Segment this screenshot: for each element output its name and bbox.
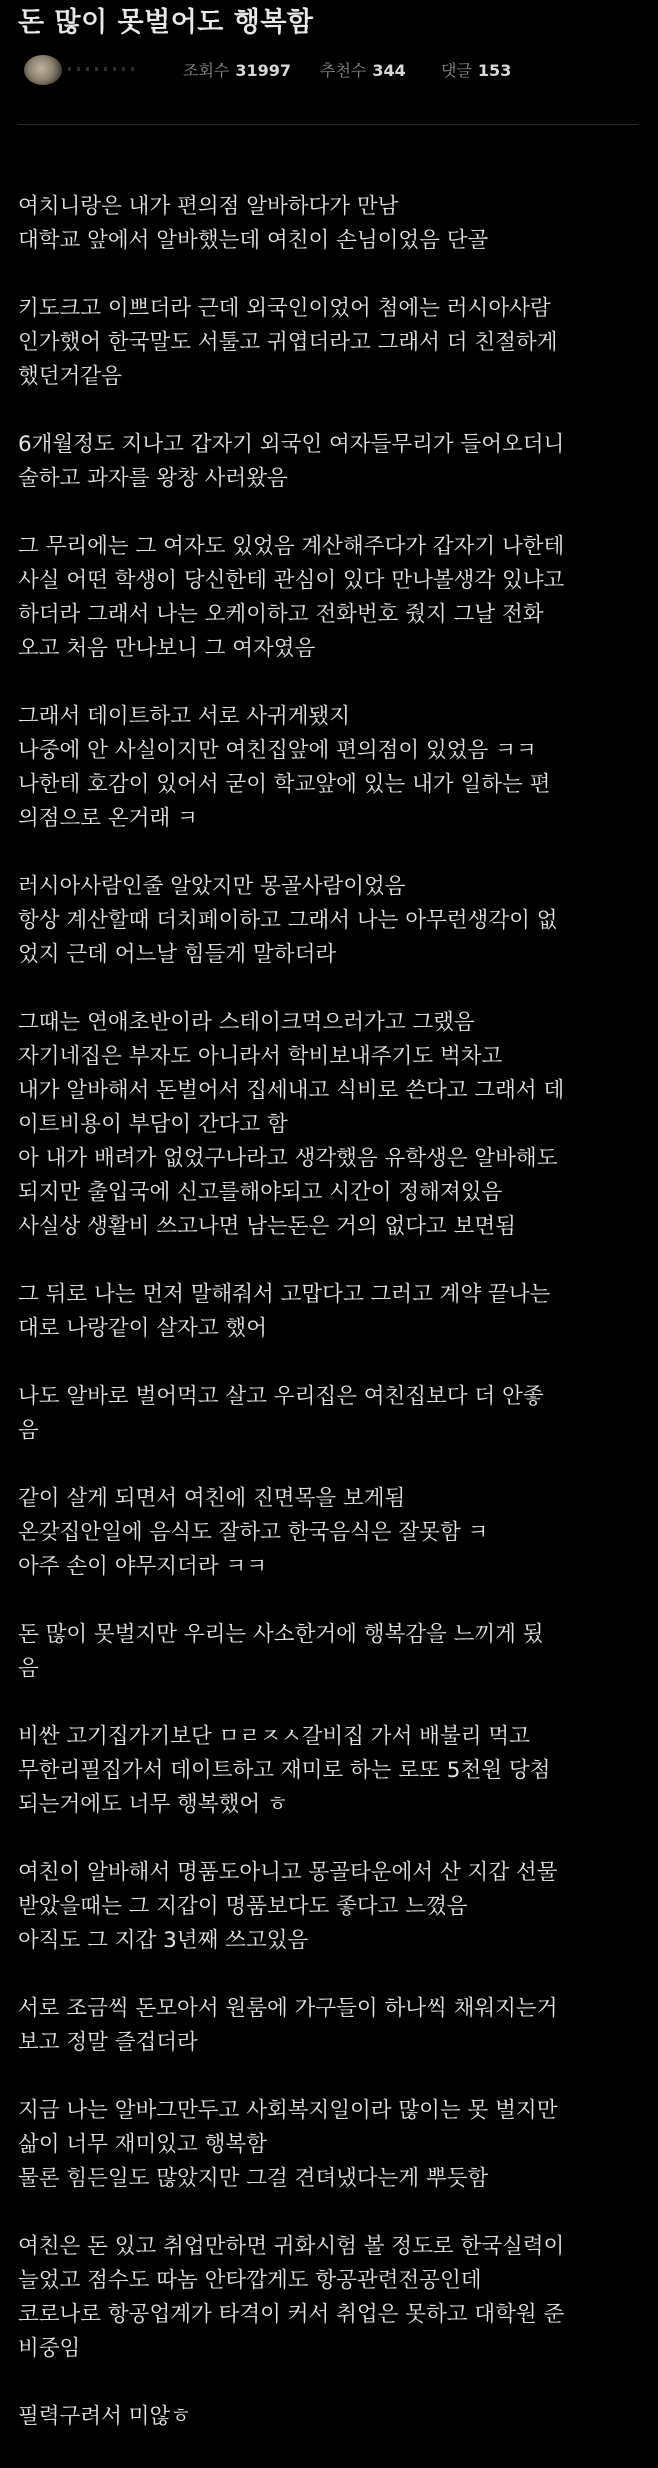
comments-label: 댓글 [441,61,472,80]
post-text-line: 삶이 너무 재미있고 행복함 [18,2132,267,2157]
post-text-line: 사실상 생활비 쓰고나면 남는돈은 거의 없다고 보면됨 [18,1214,516,1239]
post-text-line: 지금 나는 알바그만두고 사회복지일이라 많이는 못 벌지만 [18,2098,558,2123]
header-divider [18,124,638,125]
post-text-line: 그 뒤로 나는 먼저 말해줘서 고맙다고 그러고 계약 끝나는 [18,1282,551,1307]
post-paragraph [18,1278,643,1346]
post-text-line: 아주 손이 야무지더라 ㅋㅋ [18,1554,267,1579]
post-title: 돈 많이 못벌어도 행복함 [18,7,314,38]
post-text-line: 그래서 데이트하고 서로 사귀게됐지 [18,704,351,729]
post-text-line: 늘었고 점수도 따놈 안타깝게도 항공관련전공인데 [18,2268,482,2293]
post-text-line: 무한리필집가서 데이트하고 재미로 하는 로또 5천원 당첨 [18,1758,551,1783]
post-text-line: 비중임 [18,2336,81,2361]
post-paragraph [18,1006,643,1244]
post-text-line: 음 [18,1656,39,1681]
comments-stat[interactable] [441,58,511,81]
post-text-line: 술하고 과자를 왕창 사러왔음 [18,466,288,491]
author-avatar[interactable] [24,55,62,85]
post-paragraph [18,1482,643,1584]
views-stat [183,58,291,81]
post-paragraph [18,428,643,496]
post-text-line: 그 무리에는 그 여자도 있었음 계산해주다가 갑자기 나한테 [18,534,565,559]
post-text-line: 보고 정말 즐겁더라 [18,2030,198,2055]
post-paragraph [18,1720,643,1822]
post-paragraph [18,530,643,666]
post-paragraph [18,870,643,972]
post-text-line: 나중에 안 사실이지만 여친집앞에 편의점이 있었음 ㅋㅋ [18,738,537,763]
post-text-line: 했던거같음 [18,364,122,389]
post-text-line: 음 [18,1418,39,1443]
post-text-line: 필력구려서 미않ㅎ [18,2404,191,2429]
post-paragraph [18,1992,643,2060]
likes-label: 추천수 [320,61,367,80]
post-text-line: 받았을때는 그 지갑이 명품보다도 좋다고 느꼈음 [18,1894,468,1919]
post-text-line: 코로나로 항공업계가 타격이 커서 취업은 못하고 대학원 준 [18,2302,565,2327]
views-count: 31997 [235,61,292,80]
post-text-line: 되지만 출입국에 신고를해야되고 시간이 정해져있음 [18,1180,503,1205]
post-paragraph [18,2094,643,2196]
post-text-line: 나도 알바로 벌어먹고 살고 우리집은 여친집보다 더 안좋 [18,1384,544,1409]
post-text-line: 여친이 알바해서 명품도아니고 몽골타운에서 산 지갑 선물 [18,1860,558,1885]
author-name-redacted [68,67,138,71]
post-text-line: 자기네집은 부자도 아니라서 학비보내주기도 벅차고 [18,1044,503,1069]
post-text-line: 나한테 호감이 있어서 굳이 학교앞에 있는 내가 일하는 편 [18,772,551,797]
likes-count: 344 [372,61,406,80]
post-text-line: 되는거에도 너무 행복했어 ㅎ [18,1792,288,1817]
views-label: 조회수 [183,61,230,80]
post-text-line: 사실 어떤 학생이 당신한테 관심이 있다 만나볼생각 있냐고 [18,568,565,593]
post-text-line: 대로 나랑같이 살자고 했어 [18,1316,267,1341]
post-text-line: 인가했어 한국말도 서툴고 귀엽더라고 그래서 더 친절하게 [18,330,558,355]
likes-stat [320,58,406,81]
post-header [0,0,658,125]
post-text-line: 돈 많이 못벌지만 우리는 사소한거에 행복감을 느끼게 됬 [18,1622,544,1647]
comments-count: 153 [477,61,512,80]
post-text-line: 여치니랑은 내가 편의점 알바하다가 만남 [18,194,399,219]
post-paragraph [18,700,643,836]
post-body [18,190,643,2468]
post-paragraph [18,1380,643,1448]
post-paragraph [18,2230,643,2366]
post-text-line: 그때는 연애초반이라 스테이크먹으러가고 그랬음 [18,1010,475,1035]
post-text-line: 내가 알바해서 돈벌어서 집세내고 식비로 쓴다고 그래서 데 [18,1078,565,1103]
post-text-line: 하더라 그래서 나는 오케이하고 전화번호 줬지 그날 전화 [18,602,544,627]
post-text-line: 키도크고 이쁘더라 근데 외국인이었어 첨에는 러시아사람 [18,296,551,321]
post-text-line: 이트비용이 부담이 간다고 함 [18,1112,288,1137]
post-text-line: 아직도 그 지갑 3년째 쓰고있음 [18,1928,309,1953]
post-text-line: 대학교 앞에서 알바했는데 여친이 손님이었음 단골 [18,228,489,253]
post-paragraph [18,292,643,394]
post-text-line: 아 내가 배려가 없었구나라고 생각했음 유학생은 알바해도 [18,1146,558,1171]
post-text-line: 서로 조금씩 돈모아서 원룸에 가구들이 하나씩 채워지는거 [18,1996,558,2021]
post-text-line: 온갖집안일에 음식도 잘하고 한국음식은 잘못함 ㅋ [18,1520,489,1545]
post-meta [18,52,638,88]
post-text-line: 6개월정도 지나고 갑자기 외국인 여자들무리가 들어오더니 [18,432,565,457]
post-text-line: 항상 계산할때 더치페이하고 그래서 나는 아무런생각이 없 [18,908,558,933]
post-text-line: 오고 처음 만나보니 그 여자였음 [18,636,316,661]
post-text-line: 물론 힘든일도 많았지만 그걸 견뎌냈다는게 뿌듯함 [18,2166,489,2191]
post-text-line: 의점으로 온거래 ㅋ [18,806,198,831]
post-text-line: 비싼 고기집가기보단 ㅁㄹㅈㅅ갈비집 가서 배불리 먹고 [18,1724,530,1749]
post-text-line: 같이 살게 되면서 여친에 진면목을 보게됨 [18,1486,406,1511]
post-text-line: 여친은 돈 있고 취업만하면 귀화시험 볼 정도로 한국실력이 [18,2234,565,2259]
post-paragraph [18,1856,643,1958]
post-text-line: 러시아사람인줄 알았지만 몽골사람이었음 [18,874,406,899]
post-text-line: 었지 근데 어느날 힘들게 말하더라 [18,942,337,967]
post-paragraph [18,2400,643,2434]
post-paragraph [18,1618,643,1686]
post-paragraph [18,190,643,258]
